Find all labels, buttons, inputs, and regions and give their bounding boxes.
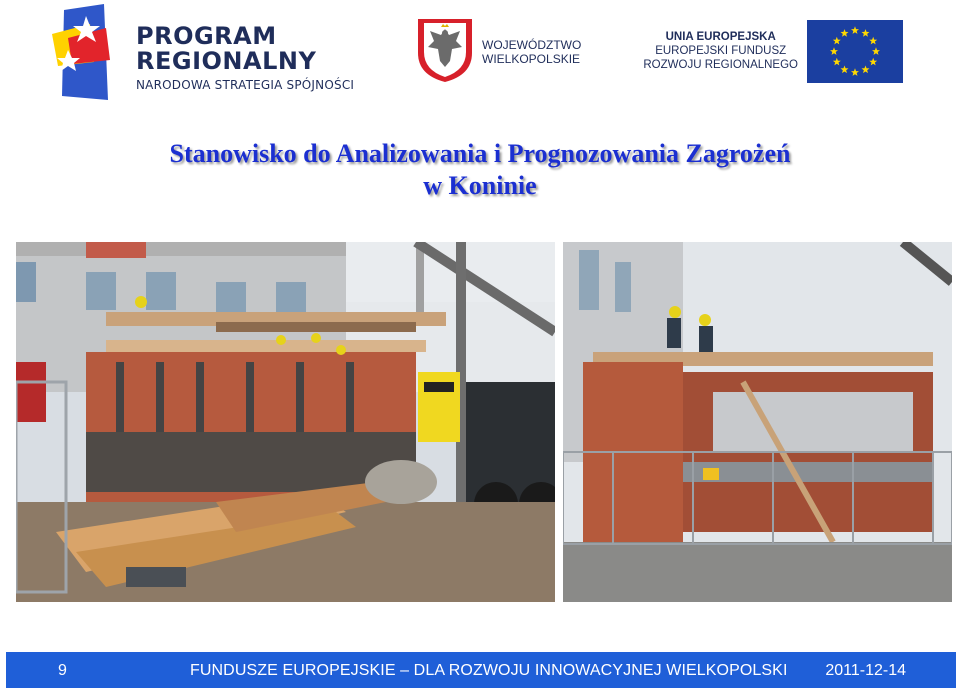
wielkopolska-coat-of-arms-icon — [416, 17, 474, 83]
logo-bar — [0, 0, 960, 110]
eu-logo-line3: ROZWOJU REGIONALNEGO — [643, 59, 798, 71]
construction-photo-right — [563, 242, 952, 602]
footer-text: FUNDUSZE EUROPEJSKIE – DLA ROZWOJU INNOWACYJNEJ WIELKOPOLSKI — [190, 662, 788, 679]
region-logo-line1: WOJEWÓDZTWO — [482, 38, 582, 52]
eu-logo-text — [643, 30, 798, 72]
eu-logo-line1: UNIA EUROPEJSKA — [665, 31, 776, 43]
program-logo-line3: NARODOWA STRATEGIA SPÓJNOŚCI — [136, 78, 355, 92]
program-regionalny-logo-icon — [52, 4, 112, 100]
region-logo-text — [482, 38, 581, 66]
slide-title-line2: w Koninie — [423, 171, 537, 200]
construction-photo-left — [16, 242, 555, 602]
program-logo-line2: REGIONALNY — [136, 47, 317, 75]
eu-flag-icon — [807, 20, 903, 83]
footer-date: 2011-12-14 — [825, 662, 906, 679]
footer-bar — [6, 652, 956, 688]
region-logo-line2: WIELKOPOLSKIE — [482, 52, 581, 66]
program-logo-line1: PROGRAM — [136, 22, 277, 50]
eu-logo-line2: EUROPEJSKI FUNDUSZ — [655, 45, 787, 57]
slide-number: 9 — [58, 662, 67, 679]
program-regionalny-text — [136, 24, 354, 92]
slide-title-line1: Stanowisko do Analizowania i Prognozowania Zagrożeń — [169, 139, 791, 168]
slide-title — [0, 138, 960, 202]
